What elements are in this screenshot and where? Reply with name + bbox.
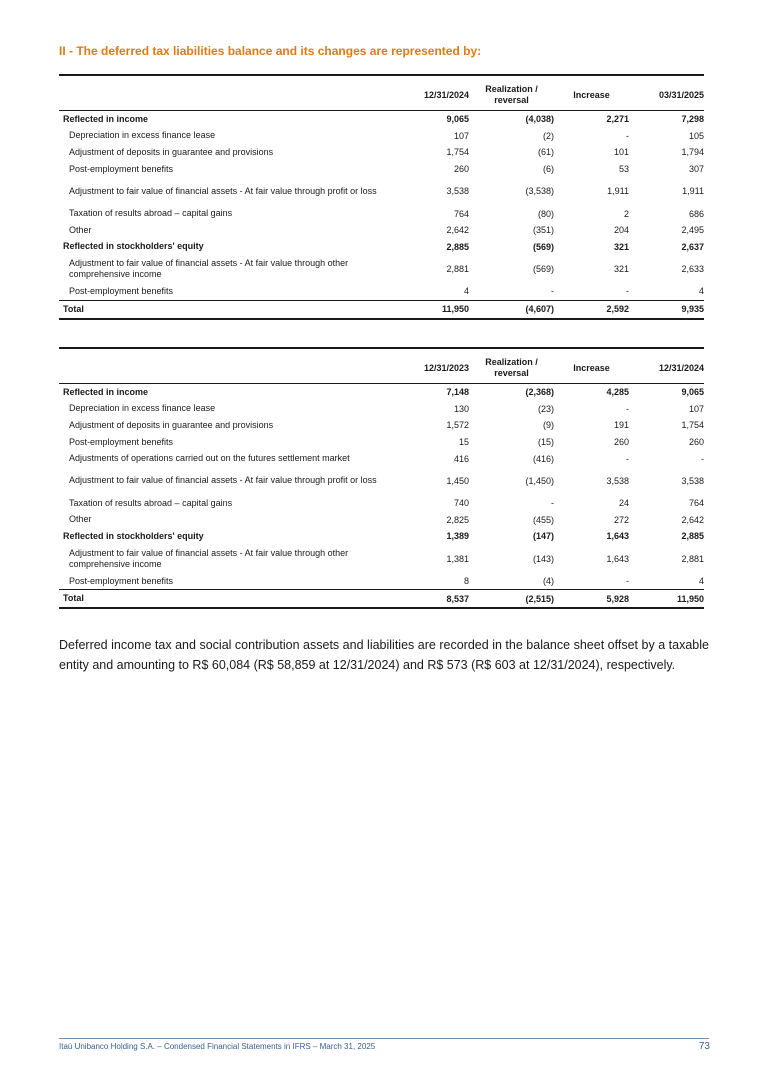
cell-value: (2,368) — [525, 387, 554, 398]
cell-value: (2) — [543, 130, 554, 141]
cell-value: 107 — [688, 403, 704, 414]
cell-value: 1,572 — [446, 420, 469, 431]
table-row — [59, 222, 704, 239]
cell-value: 2,592 — [554, 300, 629, 319]
section-title: II - The deferred tax liabilities balance and its changes are represented by: — [59, 44, 482, 58]
cell-value: 2,495 — [681, 225, 704, 236]
cell-value: 2,637 — [681, 241, 704, 252]
cell-value: 105 — [688, 130, 704, 141]
cell-value: - — [626, 576, 629, 587]
table-row — [59, 450, 704, 467]
cell-value: 416 — [453, 453, 469, 464]
table-total-row — [59, 300, 704, 319]
cell-value: - — [551, 286, 554, 297]
cell-value: 8,537 — [394, 590, 469, 609]
cell-value: 4 — [698, 576, 704, 587]
row-label: Depreciation in excess finance lease — [69, 403, 216, 414]
table-header-row — [59, 348, 704, 384]
cell-value: 15 — [458, 437, 469, 448]
header-closing-balance: 12/31/2024 — [629, 348, 704, 384]
row-label: Depreciation in excess finance lease — [69, 130, 216, 141]
cell-value: 2,881 — [446, 264, 469, 275]
cell-value: (1,450) — [525, 475, 554, 486]
cell-value: - — [626, 130, 629, 141]
header-label — [59, 75, 394, 111]
cell-value: 1,643 — [606, 531, 629, 542]
cell-value: (4,038) — [525, 114, 554, 125]
cell-value: (351) — [532, 225, 554, 236]
footer-divider — [59, 1038, 709, 1039]
row-label: Post-employment benefits — [69, 163, 174, 174]
table-row — [59, 401, 704, 418]
cell-value: 2,642 — [681, 514, 704, 525]
cell-value: (23) — [537, 403, 554, 414]
cell-value: 1,911 — [682, 186, 704, 197]
row-label: Other — [69, 514, 92, 525]
cell-value: (9) — [543, 420, 554, 431]
table-row — [59, 111, 704, 128]
row-label: Total — [59, 590, 394, 609]
cell-value: 272 — [613, 514, 629, 525]
row-label: Total — [59, 300, 394, 319]
cell-value: 260 — [453, 164, 469, 175]
table-row — [59, 495, 704, 512]
row-label: Adjustments of operations carried out on the futures settlement market — [69, 453, 350, 464]
row-label: Post-employment benefits — [69, 285, 174, 296]
row-label: Post-employment benefits — [69, 436, 174, 447]
cell-value: (3,538) — [525, 186, 554, 197]
table-row — [59, 177, 704, 205]
row-label: Taxation of results abroad – capital gains — [69, 497, 233, 508]
table-row — [59, 144, 704, 161]
cell-value: 130 — [453, 403, 469, 414]
cell-value: 7,298 — [681, 114, 704, 125]
cell-value: 4 — [698, 286, 704, 297]
cell-value: (6) — [543, 164, 554, 175]
cell-value: 2,642 — [446, 225, 469, 236]
row-label: Adjustment to fair value of financial assets - At fair value through other comprehensive income — [69, 547, 349, 569]
header-opening-balance: 12/31/2023 — [394, 348, 469, 384]
cell-value: 9,065 — [446, 114, 469, 125]
row-label: Other — [69, 224, 92, 235]
page-number: 73 — [698, 1041, 710, 1052]
row-label: Post-employment benefits — [69, 575, 174, 586]
row-label: Adjustment of deposits in guarantee and provisions — [69, 146, 274, 157]
table-header-row — [59, 75, 704, 111]
cell-value: 307 — [688, 164, 704, 175]
row-label: Adjustment to fair value of financial assets - At fair value through other comprehensive income — [69, 258, 349, 280]
table-row — [59, 128, 704, 145]
deferred-tax-table-2024 — [59, 347, 704, 609]
deferred-tax-table-2025 — [59, 74, 704, 320]
offset-note-paragraph: Deferred income tax and social contribution assets and liabilities are recorded in the balance sheet offset by a taxable entity and amounting to R$ 60,084 (R$ 58,859 at 12/31/2024) and R$ 573 (R$ 603 at 12/31/2024), respectively. — [59, 637, 709, 672]
cell-value: (416) — [532, 453, 554, 464]
table-row — [59, 161, 704, 178]
cell-value: (455) — [532, 514, 554, 525]
table-row — [59, 528, 704, 545]
cell-value: 1,794 — [681, 147, 704, 158]
table-row — [59, 467, 704, 495]
row-label: Reflected in stockholders' equity — [63, 530, 204, 541]
cell-value: 53 — [618, 164, 629, 175]
cell-value: 11,950 — [629, 590, 704, 609]
header-increase: Increase — [554, 75, 629, 111]
table-row — [59, 545, 704, 573]
row-label: Reflected in stockholders' equity — [63, 241, 204, 252]
cell-value: 204 — [613, 225, 629, 236]
table-row — [59, 573, 704, 590]
cell-value: (80) — [537, 208, 554, 219]
table-row — [59, 434, 704, 451]
row-label: Adjustment of deposits in guarantee and provisions — [69, 419, 274, 430]
table-row — [59, 239, 704, 256]
cell-value: 3,538 — [681, 475, 704, 486]
cell-value: 101 — [613, 147, 629, 158]
cell-value: 4,285 — [606, 387, 629, 398]
cell-value: 260 — [613, 437, 629, 448]
cell-value: 2,825 — [446, 514, 469, 525]
cell-value: - — [701, 453, 704, 464]
cell-value: 11,950 — [394, 300, 469, 319]
cell-value: 1,754 — [446, 147, 469, 158]
cell-value: 1,389 — [446, 531, 469, 542]
cell-value: - — [551, 498, 554, 509]
table-total-row — [59, 590, 704, 609]
header-opening-balance: 12/31/2024 — [394, 75, 469, 111]
cell-value: 1,381 — [446, 553, 469, 564]
cell-value: 2 — [623, 208, 629, 219]
cell-value: 3,538 — [446, 186, 469, 197]
cell-value: 2,885 — [446, 241, 469, 252]
cell-value: 321 — [613, 264, 629, 275]
table-row — [59, 512, 704, 529]
cell-value: 1,911 — [607, 186, 629, 197]
header-realization: Realization / reversal — [469, 75, 554, 111]
cell-value: 1,643 — [606, 553, 629, 564]
cell-value: 8 — [463, 576, 469, 587]
cell-value: 107 — [453, 130, 469, 141]
cell-value: 191 — [613, 420, 629, 431]
cell-value: (569) — [532, 264, 554, 275]
cell-value: 686 — [688, 208, 704, 219]
cell-value: 24 — [618, 498, 629, 509]
header-realization: Realization / reversal — [469, 348, 554, 384]
cell-value: 5,928 — [554, 590, 629, 609]
cell-value: - — [626, 453, 629, 464]
cell-value: (569) — [532, 241, 554, 252]
cell-value: 3,538 — [606, 475, 629, 486]
footer-text: Itaú Unibanco Holding S.A. – Condensed Financial Statements in IFRS – March 31, 2025 — [59, 1042, 376, 1051]
cell-value: (2,515) — [469, 590, 554, 609]
cell-value: 764 — [453, 208, 469, 219]
cell-value: 2,271 — [606, 114, 629, 125]
cell-value: 9,065 — [681, 387, 704, 398]
row-label: Reflected in income — [63, 386, 149, 397]
row-label: Adjustment to fair value of financial assets - At fair value through profit or loss — [69, 185, 377, 196]
cell-value: 9,935 — [629, 300, 704, 319]
cell-value: 4 — [463, 286, 469, 297]
cell-value: 1,450 — [446, 475, 469, 486]
cell-value: 764 — [688, 498, 704, 509]
cell-value: (61) — [537, 147, 554, 158]
cell-value: (4) — [543, 576, 554, 587]
header-increase: Increase — [554, 348, 629, 384]
table-row — [59, 205, 704, 222]
header-closing-balance: 03/31/2025 — [629, 75, 704, 111]
table-row — [59, 417, 704, 434]
cell-value: 2,881 — [681, 553, 704, 564]
table-row — [59, 384, 704, 401]
header-label — [59, 348, 394, 384]
cell-value: 740 — [453, 498, 469, 509]
cell-value: 7,148 — [446, 387, 469, 398]
cell-value: (147) — [532, 531, 554, 542]
cell-value: (143) — [532, 553, 554, 564]
cell-value: 260 — [688, 437, 704, 448]
cell-value: - — [626, 286, 629, 297]
cell-value: (15) — [537, 437, 554, 448]
row-label: Reflected in income — [63, 113, 149, 124]
table-row — [59, 255, 704, 283]
cell-value: 2,633 — [681, 264, 704, 275]
cell-value: (4,607) — [469, 300, 554, 319]
row-label: Adjustment to fair value of financial assets - At fair value through profit or loss — [69, 475, 377, 486]
cell-value: 2,885 — [681, 531, 704, 542]
cell-value: 1,754 — [681, 420, 704, 431]
cell-value: - — [626, 403, 629, 414]
table-row — [59, 283, 704, 300]
cell-value: 321 — [613, 241, 629, 252]
row-label: Taxation of results abroad – capital gains — [69, 208, 233, 219]
